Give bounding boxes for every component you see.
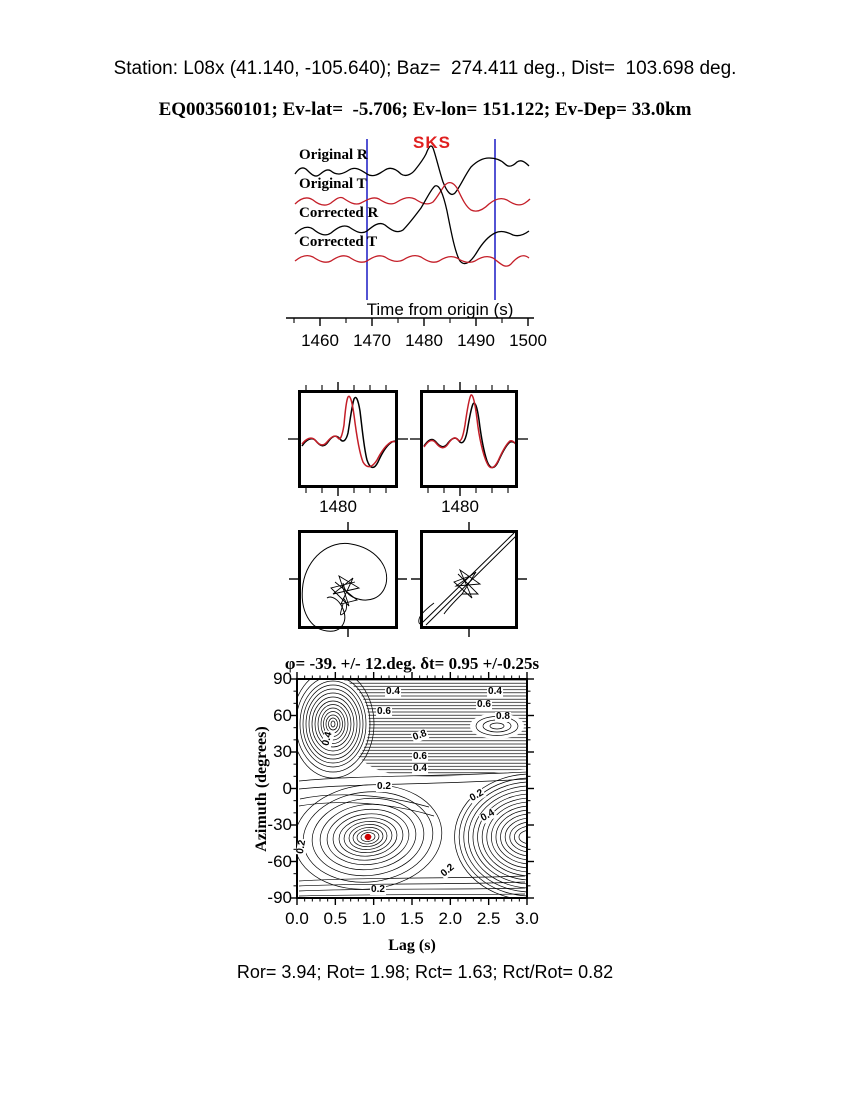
contour-x-tick-label: 2.5 xyxy=(476,909,501,928)
trace-label: Corrected T xyxy=(299,234,378,250)
contour-level-label: 0.4 xyxy=(413,763,427,774)
time-tick-label: 1470 xyxy=(353,331,391,350)
contour-level-label: 0.6 xyxy=(377,706,391,717)
small-panel-tick-label: 1480 xyxy=(441,497,479,516)
contour-level-label: 0.4 xyxy=(478,807,497,824)
contour-level-label: 0.4 xyxy=(386,686,400,697)
contour-x-tick-label: 1.5 xyxy=(400,909,424,928)
contour-level-label: 0.2 xyxy=(438,861,457,880)
azimuth-axis-label: Azimuth (degrees) xyxy=(253,726,270,852)
time-axis-label: Time from origin (s) xyxy=(366,300,514,319)
contour-level-label: 0.4 xyxy=(320,730,335,748)
fast-slow-panel-before xyxy=(298,390,398,488)
particle-motion-panel-original xyxy=(298,530,398,629)
results-line: Ror= 3.94; Rot= 1.98; Rct= 1.63; Rct/Rot= 0.82 xyxy=(236,962,614,982)
contour-level-label: 0.2 xyxy=(377,781,391,792)
contour-y-tick-label: 0 xyxy=(282,778,292,798)
contour-level-label: 0.6 xyxy=(413,751,427,762)
contour-level-label: 0.6 xyxy=(477,699,491,710)
time-tick-label: 1490 xyxy=(457,331,495,350)
contour-y-tick-label: 90 xyxy=(273,669,292,688)
contour-y-tick-label: -60 xyxy=(267,851,292,871)
splitting-result-title: φ= -39. +/- 12.deg. δt= 0.95 +/-0.25s xyxy=(284,654,540,673)
trace-label: Original R xyxy=(299,147,368,163)
time-tick-label: 1480 xyxy=(405,331,443,350)
contour-level-label: 0.8 xyxy=(411,727,429,744)
corrected-t-trace xyxy=(295,256,529,267)
contour-y-tick-label: -30 xyxy=(267,815,292,834)
time-tick-label: 1500 xyxy=(509,331,547,350)
trace-label: Corrected R xyxy=(299,205,379,221)
lag-axis-label: Lag (s) xyxy=(388,937,436,954)
contour-level-label: 0.4 xyxy=(488,686,502,697)
contour-y-tick-label: -90 xyxy=(267,888,292,907)
contour-x-tick-label: 0.5 xyxy=(323,909,348,928)
contour-x-tick-label: 3.0 xyxy=(515,909,539,928)
contour-x-tick-label: 0.0 xyxy=(285,909,309,928)
trace-label: Original T xyxy=(299,176,367,192)
contour-level-label: 0.2 xyxy=(371,884,385,895)
small-panel-tick-label: 1480 xyxy=(319,497,357,516)
contour-x-tick-label: 2.0 xyxy=(438,909,463,928)
event-title: EQ003560101; Ev-lat= -5.706; Ev-lon= 151.122; Ev-Dep= 33.0km xyxy=(158,99,692,120)
time-tick-label: 1460 xyxy=(301,331,339,350)
contour-y-tick-label: 30 xyxy=(273,742,292,761)
fast-slow-panel-after xyxy=(420,390,518,488)
contour-y-tick-label: 60 xyxy=(273,705,292,725)
contour-x-tick-label: 1.0 xyxy=(361,909,386,928)
phase-label: SKS xyxy=(413,133,451,152)
particle-motion-panel-corrected xyxy=(420,530,518,629)
contour-level-label: 0.8 xyxy=(496,711,510,722)
best-fit-dot xyxy=(365,834,371,840)
contour-level-label: 0.2 xyxy=(294,839,309,855)
contour-level-label: 0.2 xyxy=(467,787,486,804)
station-title: Station: L08x (41.140, -105.640); Baz= 274.411 deg., Dist= 103.698 deg. xyxy=(113,58,737,79)
